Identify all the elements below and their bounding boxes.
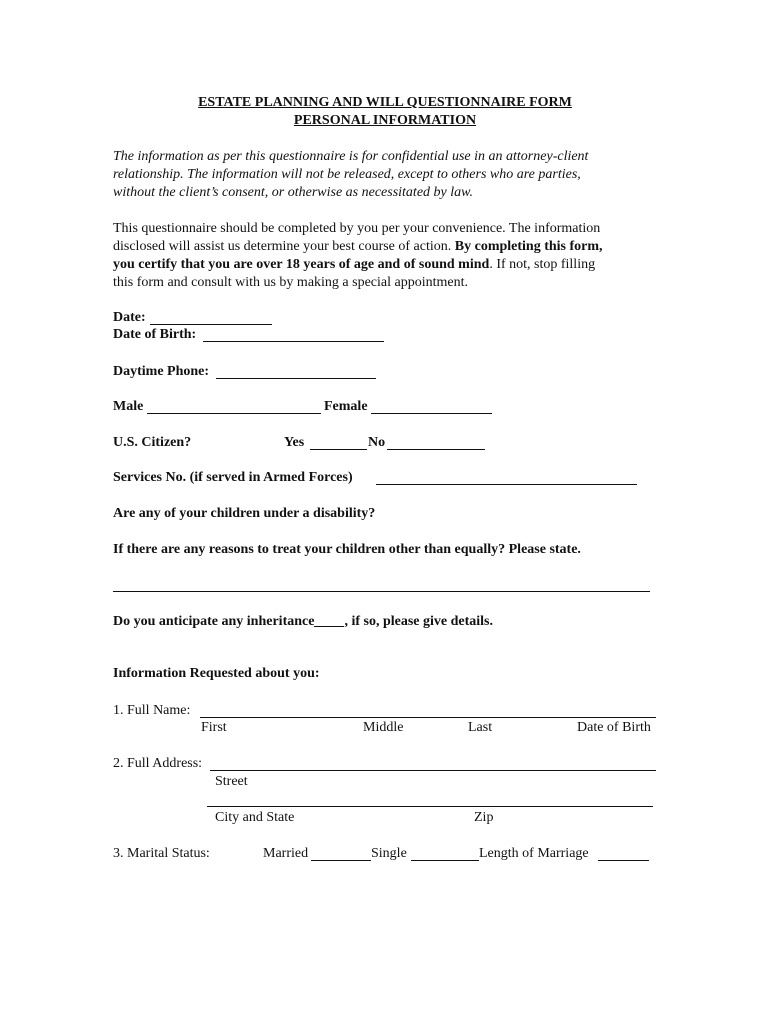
services-field[interactable] <box>376 484 637 485</box>
instruction-line-2-a: disclosed will assist us determine your best course of action. <box>113 239 455 254</box>
city-state-caption: City and State <box>215 810 295 825</box>
confidential-line-2: relationship. The information will not be released, except to others who are parties, <box>113 167 581 182</box>
female-field[interactable] <box>371 413 492 414</box>
full-name-field[interactable] <box>200 717 656 718</box>
services-label: Services No. (if served in Armed Forces) <box>113 470 353 485</box>
last-caption: Last <box>468 720 493 735</box>
street-caption: Street <box>215 774 248 789</box>
inheritance-question <box>113 613 493 631</box>
length-label: Length of Marriage <box>479 846 589 861</box>
yes-field[interactable] <box>310 449 367 450</box>
married-label: Married <box>263 846 309 861</box>
male-label: Male <box>113 399 144 414</box>
no-label: No <box>368 435 386 450</box>
inheritance-question-b: , if so, please give details. <box>344 614 493 629</box>
instruction-line-3-b: . If not, stop filling <box>489 257 596 272</box>
dob-caption: Date of Birth <box>577 720 651 735</box>
dob-label: Date of Birth: <box>113 327 197 342</box>
confidential-line-3: without the client’s consent, or otherwise as necessitated by law. <box>113 185 473 200</box>
about-heading: Information Requested about you: <box>113 666 320 681</box>
marital-status-label: 3. Marital Status: <box>113 846 210 861</box>
instruction-line-3-a: you certify that you are over 18 years of age and of sound mind <box>113 257 490 272</box>
single-field[interactable] <box>411 860 479 861</box>
inheritance-question-a: Do you anticipate any inheritance <box>113 614 315 629</box>
yes-label: Yes <box>284 435 305 450</box>
street-field[interactable] <box>210 770 656 771</box>
reasons-field[interactable] <box>113 591 650 592</box>
full-address-label: 2. Full Address: <box>113 756 203 771</box>
form-subtitle: PERSONAL INFORMATION <box>293 113 477 128</box>
full-name-label: 1. Full Name: <box>113 703 191 718</box>
confidential-line-1: The information as per this questionnaire is for confidential use in an attorney-client <box>113 149 589 164</box>
inheritance-field[interactable] <box>314 613 344 627</box>
instruction-line-4: this form and consult with us by making a special appointment. <box>113 275 468 290</box>
instruction-line-1: This questionnaire should be completed by you per your convenience. The information <box>113 221 601 236</box>
zip-caption: Zip <box>474 810 494 825</box>
date-label: Date: <box>113 310 146 325</box>
first-caption: First <box>201 720 227 735</box>
instruction-line-2 <box>113 238 603 256</box>
single-label: Single <box>371 846 407 861</box>
phone-label: Daytime Phone: <box>113 364 210 379</box>
length-field[interactable] <box>598 860 649 861</box>
married-field[interactable] <box>311 860 371 861</box>
form-title: ESTATE PLANNING AND WILL QUESTIONNAIRE FORM <box>198 95 572 110</box>
date-field[interactable] <box>150 324 272 325</box>
phone-field[interactable] <box>216 378 376 379</box>
female-label: Female <box>324 399 368 414</box>
reasons-question: If there are any reasons to treat your children other than equally? Please state. <box>113 542 581 557</box>
instruction-line-3 <box>113 256 595 274</box>
middle-caption: Middle <box>363 720 404 735</box>
disability-question: Are any of your children under a disability? <box>113 506 376 521</box>
citizen-label: U.S. Citizen? <box>113 435 192 450</box>
city-zip-field[interactable] <box>207 806 653 807</box>
male-field[interactable] <box>147 413 321 414</box>
no-field[interactable] <box>387 449 485 450</box>
instruction-line-2-b: By completing this form, <box>454 239 603 254</box>
dob-field[interactable] <box>203 341 384 342</box>
